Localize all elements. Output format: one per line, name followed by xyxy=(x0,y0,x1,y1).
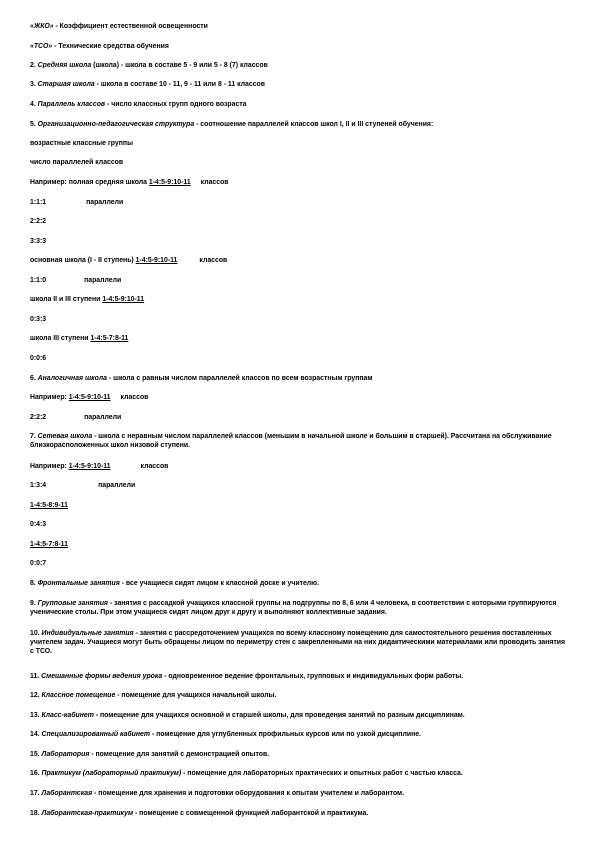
example-suffix: классов xyxy=(120,394,149,401)
ratio-line xyxy=(30,413,570,422)
ratio-line xyxy=(30,217,570,226)
definition-7 xyxy=(30,432,570,450)
definition-text: - школа с неравным числом параллелей классов (меньшим в начальной школе и большим в старшей). Рассчитана на обслуживание близкорасположенных школ низовой ступени. xyxy=(30,433,552,449)
term: «ТСО» xyxy=(30,43,53,50)
term: Фронтальные занятия xyxy=(37,580,120,587)
definition-text: (школа) - школа в составе 5 - 9 или 5 - 8 (7) классов xyxy=(91,62,268,69)
definition-14 xyxy=(30,730,570,739)
definition-12 xyxy=(30,691,570,700)
term: Практикум (лабораторный практикум) xyxy=(41,770,182,777)
example-prefix: Например: xyxy=(30,463,69,470)
example-line xyxy=(30,501,570,510)
example-prefix: школа II и III ступени xyxy=(30,296,103,303)
ratio-line xyxy=(30,198,570,207)
item-number: 7. xyxy=(30,433,38,440)
definition-9 xyxy=(30,599,570,617)
term: Групповые занятия xyxy=(37,600,108,607)
grade-ranges: 1-4:5-9:10-11 xyxy=(102,296,145,303)
ratio-line xyxy=(30,237,570,246)
grade-ranges: 1-4:5-7:8-11 xyxy=(90,335,129,342)
item-number: 17. xyxy=(30,790,42,797)
definition-text: - все учащиеся сидят лицом к классной доске и учителю. xyxy=(119,580,319,587)
term: Старшая школа xyxy=(37,81,95,88)
item-number: 12. xyxy=(30,692,42,699)
ratio: 3:3:3 xyxy=(30,238,47,245)
ratio: 0:0:6 xyxy=(30,355,47,362)
definition-2 xyxy=(30,61,570,70)
definition-text: - помещение с совмещенной функцией лаборантской и практикума. xyxy=(133,810,369,817)
grade-ranges: 1-4:5-9:10-11 xyxy=(135,257,178,264)
item-number: 6. xyxy=(30,375,38,382)
item-number: 4. xyxy=(30,101,38,108)
item-number: 10. xyxy=(30,630,42,637)
term: Индивидуальные занятия xyxy=(41,630,134,637)
term: «ЖКО» xyxy=(30,23,54,30)
definition-16 xyxy=(30,769,570,778)
item-number: 14. xyxy=(30,731,42,738)
grade-ranges: 1-4:5-8:9-11 xyxy=(30,502,68,509)
ratio-line xyxy=(30,315,570,324)
example-line xyxy=(30,178,570,187)
item-number: 3. xyxy=(30,81,38,88)
term: Организационно-педагогическая структура xyxy=(37,121,195,128)
item-number: 9. xyxy=(30,600,38,607)
definition-text: - школа в составе 10 - 11, 9 - 11 или 8 - 11 классов xyxy=(94,81,265,88)
definition-17 xyxy=(30,789,570,798)
example-prefix: школа III ступени xyxy=(30,335,91,342)
ratio: 0:3:3 xyxy=(30,316,47,323)
example-suffix: классов xyxy=(200,179,229,186)
ratio-line xyxy=(30,354,570,363)
example-line xyxy=(30,393,570,402)
grade-ranges: 1-4:5-7:8-11 xyxy=(30,541,68,548)
text-line: возрастные классные группы xyxy=(30,140,133,147)
term: Смешанные формы ведения урока xyxy=(41,673,163,680)
definition-tso xyxy=(30,42,570,51)
example-line xyxy=(30,540,570,549)
item-number: 11. xyxy=(30,673,42,680)
ratio-line xyxy=(30,276,570,285)
item-number: 16. xyxy=(30,770,42,777)
example-prefix: основная школа (I - II ступень) xyxy=(30,257,136,264)
example-line xyxy=(30,462,570,471)
example-suffix: классов xyxy=(140,463,169,470)
ratio-line xyxy=(30,559,570,568)
grade-ranges: 1-4:5-9:10-11 xyxy=(68,463,111,470)
text-line: число параллелей классов xyxy=(30,159,124,166)
item-number: 15. xyxy=(30,751,42,758)
item-number: 8. xyxy=(30,580,38,587)
item-number: 2. xyxy=(30,62,38,69)
term: Аналогичная школа xyxy=(37,375,107,382)
term: Лаборантская-практикум xyxy=(41,810,134,817)
definition-zko xyxy=(30,22,570,31)
ratio-label: параллели xyxy=(84,414,122,421)
definition-6 xyxy=(30,374,570,383)
definition-13 xyxy=(30,711,570,720)
definition-text: - помещение для хранения и подготовки оборудования к опытам учителем и лаборантом. xyxy=(92,790,405,797)
ratio-label: параллели xyxy=(86,199,124,206)
definition-text: - помещение для занятий с демонстрацией опытов. xyxy=(89,751,270,758)
ratio: 0:4:3 xyxy=(30,521,47,528)
definition-text: - помещение для учащихся начальной школы. xyxy=(115,692,277,699)
grade-ranges: 1-4:5-9:10-11 xyxy=(148,179,191,186)
item-number: 18. xyxy=(30,810,42,817)
definition-15 xyxy=(30,750,570,759)
definition-text: - одновременное ведение фронтальных, групповых и индивидуальных форм работы. xyxy=(162,673,464,680)
definition-text: - помещение для учащихся основной и старшей школы, для проведения занятий по разным дисциплинам. xyxy=(93,712,465,719)
ratio-line xyxy=(30,520,570,529)
ratio: 1:3:4 xyxy=(30,482,47,489)
definition-text: - число классных групп одного возраста xyxy=(105,101,247,108)
definition-18 xyxy=(30,809,570,818)
definition-10 xyxy=(30,629,570,656)
example-line xyxy=(30,256,570,265)
definition-4 xyxy=(30,100,570,109)
item-number: 13. xyxy=(30,712,42,719)
term: Параллель классов xyxy=(37,101,106,108)
definition-text: - помещение для углубленных профильных курсов или по узкой дисциплине. xyxy=(149,731,421,738)
definition-3 xyxy=(30,80,570,89)
definition-text: - занятия с рассадкой учащихся классной группы на подгруппы по 8, 6 или 4 человека, в соответствии с которыми группируются ученические столы. При этом учащиеся сидят лицом друг к другу и выполняют коллективные задания. xyxy=(30,600,557,616)
ratio: 2:2:2 xyxy=(30,414,47,421)
term: Класс-кабинет xyxy=(41,712,94,719)
definition-text: - Коэффициент естественной освещенности xyxy=(53,23,208,30)
definition-5 xyxy=(30,120,570,129)
ratio: 2:2:2 xyxy=(30,218,47,225)
ratio: 0:0:7 xyxy=(30,560,47,567)
term: Классное помещение xyxy=(41,692,116,699)
term: Средняя школа xyxy=(37,62,92,69)
definition-text: - Технические средства обучения xyxy=(52,43,169,50)
term: Специализированный кабинет xyxy=(41,731,150,738)
example-prefix: Например: полная средняя школа xyxy=(30,179,149,186)
definition-text: - помещение для лабораторных практических и опытных работ с частью класса. xyxy=(181,770,463,777)
example-line xyxy=(30,295,570,304)
example-suffix: классов xyxy=(199,257,228,264)
term: Лаборантская xyxy=(41,790,93,797)
definition-8 xyxy=(30,579,570,588)
ratio: 1:1:1 xyxy=(30,199,47,206)
definition-text: - школа с равным числом параллелей классов по всем возрастным группам xyxy=(106,375,373,382)
definition-11 xyxy=(30,672,570,681)
ratio: 1:1:0 xyxy=(30,277,47,284)
item-number: 5. xyxy=(30,121,38,128)
definition-text: - занятия с рассредоточением учащихся по всему классному помещению для самостоятельного решения поставленных учителем задач. Учащиеся могут быть обращены лицом по периметру стен с закрепленными на них дидактическими материалами или проводить занятия с ТСО. xyxy=(30,630,566,655)
example-line xyxy=(30,334,570,343)
term: Сетевая школа xyxy=(37,433,93,440)
definition-text: - соотношение параллелей классов школ I, II и III ступеней обучения: xyxy=(194,121,434,128)
ratio-label: параллели xyxy=(98,482,136,489)
grade-ranges: 1-4:5-9:10-11 xyxy=(68,394,111,401)
ratio-label: параллели xyxy=(84,277,122,284)
term: Лаборатория xyxy=(41,751,90,758)
ratio-line xyxy=(30,481,570,490)
example-prefix: Например: xyxy=(30,394,69,401)
